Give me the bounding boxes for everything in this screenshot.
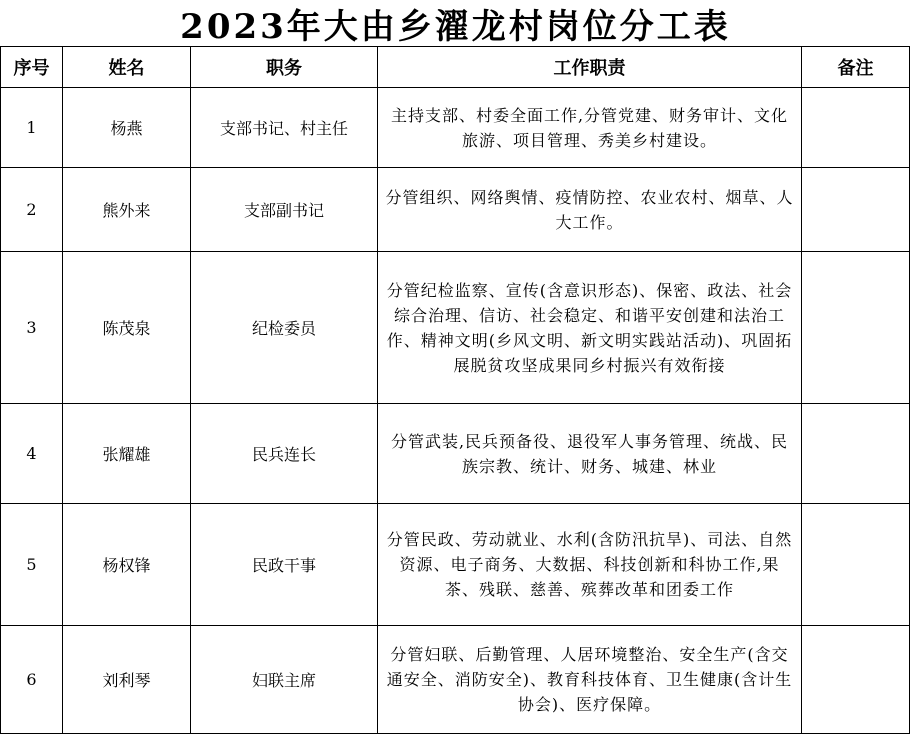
duty-table xyxy=(0,46,910,734)
cell-name: 熊外来 xyxy=(63,168,191,252)
header-duties: 工作职责 xyxy=(378,47,802,88)
table-row xyxy=(1,88,910,168)
cell-seq: 2 xyxy=(1,168,63,252)
table-row xyxy=(1,626,910,734)
cell-position: 妇联主席 xyxy=(191,626,378,734)
cell-remarks xyxy=(802,88,910,168)
table-row xyxy=(1,404,910,504)
cell-position: 支部书记、村主任 xyxy=(191,88,378,168)
cell-seq: 4 xyxy=(1,404,63,504)
page-title: 2023年大由乡濯龙村岗位分工表 xyxy=(180,6,731,47)
cell-duties: 分管武装,民兵预备役、退役军人事务管理、统战、民族宗教、统计、财务、城建、林业 xyxy=(378,404,802,504)
header-row xyxy=(1,47,910,88)
cell-remarks xyxy=(802,404,910,504)
cell-duties: 分管妇联、后勤管理、人居环境整治、安全生产(含交通安全、消防安全)、教育科技体育、卫生健康(含计生协会)、医疗保障。 xyxy=(378,626,802,734)
cell-name: 张耀雄 xyxy=(63,404,191,504)
cell-name: 杨燕 xyxy=(63,88,191,168)
table-row xyxy=(1,252,910,404)
cell-position: 纪检委员 xyxy=(191,252,378,404)
table-row xyxy=(1,168,910,252)
cell-duties: 分管纪检监察、宣传(含意识形态)、保密、政法、社会综合治理、信访、社会稳定、和谐平安创建和法治工作、精神文明(乡风文明、新文明实践站活动)、巩固拓展脱贫攻坚成果同乡村振兴有效衔接 xyxy=(378,252,802,404)
cell-name: 杨权锋 xyxy=(63,504,191,626)
cell-name: 刘利琴 xyxy=(63,626,191,734)
cell-name: 陈茂泉 xyxy=(63,252,191,404)
cell-remarks xyxy=(802,626,910,734)
cell-position: 支部副书记 xyxy=(191,168,378,252)
cell-position: 民兵连长 xyxy=(191,404,378,504)
cell-position: 民政干事 xyxy=(191,504,378,626)
cell-seq: 5 xyxy=(1,504,63,626)
header-seq: 序号 xyxy=(1,47,63,88)
table-row xyxy=(1,504,910,626)
header-name: 姓名 xyxy=(63,47,191,88)
cell-remarks xyxy=(802,252,910,404)
cell-duties: 分管组织、网络舆情、疫情防控、农业农村、烟草、人大工作。 xyxy=(378,168,802,252)
header-remarks: 备注 xyxy=(802,47,910,88)
cell-seq: 6 xyxy=(1,626,63,734)
cell-remarks xyxy=(802,168,910,252)
cell-duties: 分管民政、劳动就业、水利(含防汛抗旱)、司法、自然资源、电子商务、大数据、科技创新和科协工作,果茶、残联、慈善、殡葬改革和团委工作 xyxy=(378,504,802,626)
cell-duties: 主持支部、村委全面工作,分管党建、财务审计、文化旅游、项目管理、秀美乡村建设。 xyxy=(378,88,802,168)
header-position: 职务 xyxy=(191,47,378,88)
cell-seq: 3 xyxy=(1,252,63,404)
cell-remarks xyxy=(802,504,910,626)
cell-seq: 1 xyxy=(1,88,63,168)
